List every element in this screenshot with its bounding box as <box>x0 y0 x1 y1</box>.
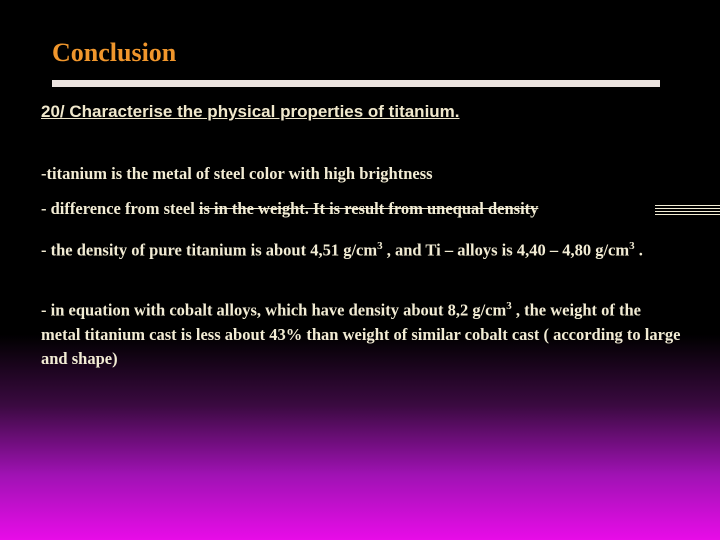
question-heading: 20/ Characterise the physical properties of titanium. <box>41 102 460 121</box>
density-superscript-2: 3 <box>629 240 635 252</box>
density-text-b: , and Ti – alloys is 4,40 – 4,80 g/cm <box>382 240 630 260</box>
paragraph-color: -titanium is the metal of steel color with high brightness <box>41 164 433 183</box>
paragraph-cobalt <box>41 294 681 371</box>
paragraph-density <box>41 234 681 263</box>
paragraph-difference <box>41 197 681 221</box>
cobalt-text-b: , the weight of the metal titanium cast is less about 43% than weight of similar cobalt cast ( according to large and shape) <box>41 300 681 368</box>
density-text-a: - the density of pure titanium is about 4,51 g/cm <box>41 240 378 260</box>
slide-title: Conclusion <box>52 38 177 67</box>
difference-text: - difference from steel <box>41 199 199 218</box>
density-superscript-1: 3 <box>377 240 383 252</box>
cobalt-text-a: - in equation with cobalt alloys, which have density about 8,2 g/cm <box>41 300 507 320</box>
difference-struck-text: is in the weight. It is result from unequal density <box>198 199 539 218</box>
density-text-c: . <box>634 240 643 260</box>
cobalt-superscript: 3 <box>506 300 512 312</box>
decorative-lines <box>655 205 720 217</box>
title-divider <box>52 80 660 87</box>
